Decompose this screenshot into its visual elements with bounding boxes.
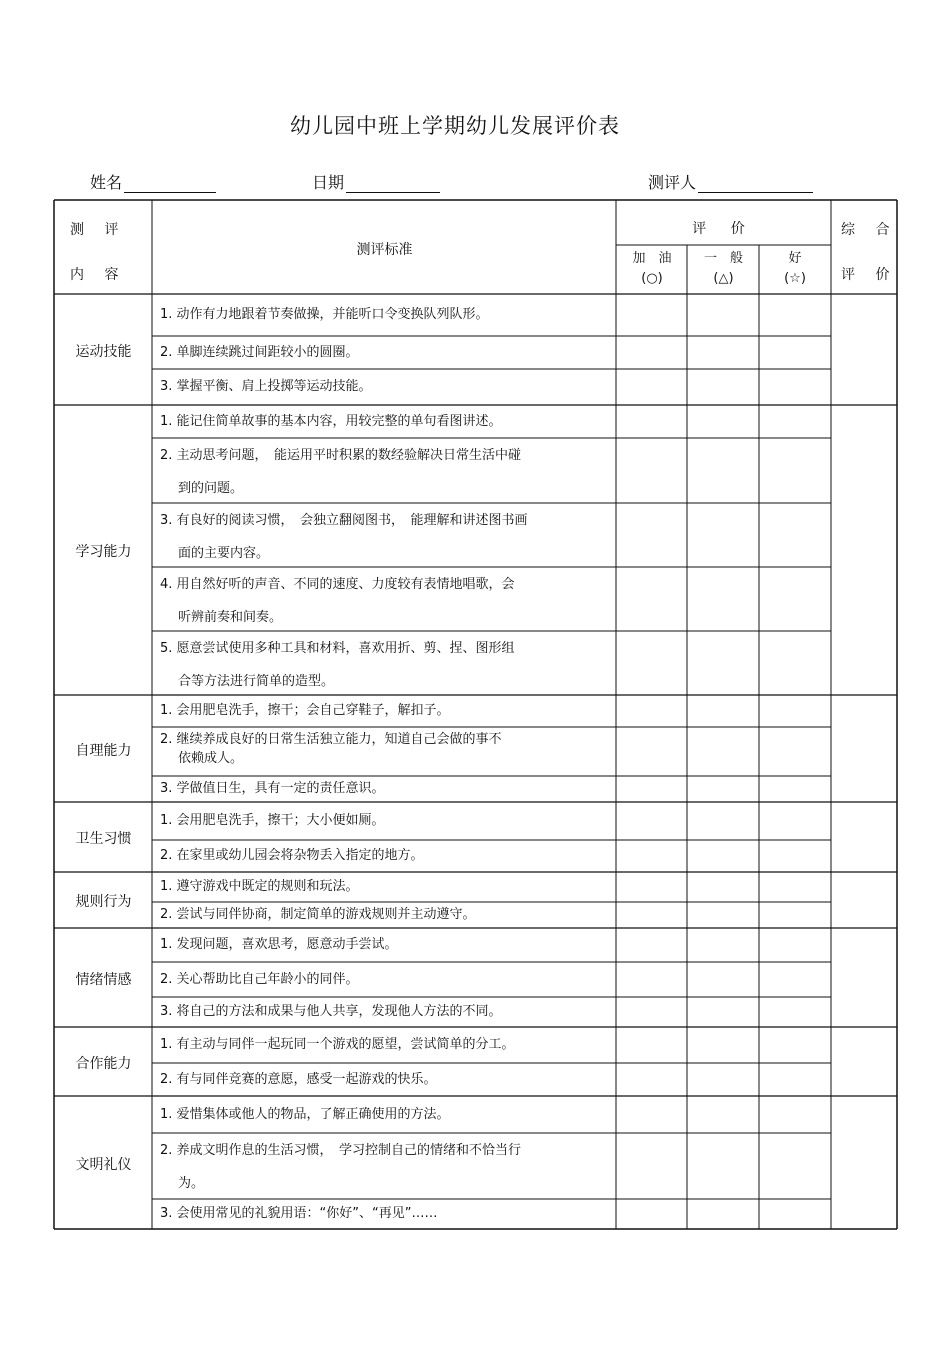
rating-cell-yiban[interactable] [688, 439, 758, 502]
standard-item [160, 972, 359, 987]
standard-item [160, 703, 450, 718]
rating-cell-yiban[interactable] [688, 337, 758, 368]
rating-cell-jiayou[interactable] [617, 295, 686, 335]
standard-item-line1: 3. 学做值日生，具有一定的责任意识。 [160, 781, 385, 796]
rating-cell-jiayou[interactable] [617, 406, 686, 437]
rating-cell-hao[interactable] [760, 370, 830, 404]
standard-item-line1: 1. 会用肥皂洗手，擦干；大小便如厕。 [160, 813, 385, 828]
standard-item [160, 1072, 437, 1087]
standard-item [160, 848, 424, 863]
overall-evaluation-cell[interactable] [832, 696, 896, 801]
rating-cell-yiban[interactable] [688, 1028, 758, 1062]
rating-cell-jiayou[interactable] [617, 841, 686, 871]
rating-cell-yiban[interactable] [688, 1200, 758, 1228]
rating-cell-yiban[interactable] [688, 696, 758, 726]
rating-cell-jiayou[interactable] [617, 568, 686, 630]
rating-cell-hao[interactable] [760, 963, 830, 996]
standard-item [160, 937, 398, 952]
rating-cell-jiayou[interactable] [617, 998, 686, 1026]
category-label: 文明礼仪 [75, 1156, 132, 1173]
rating-cell-hao[interactable] [760, 777, 830, 801]
standard-item [160, 781, 385, 796]
standard-item [160, 1206, 437, 1221]
rating-cell-jiayou[interactable] [617, 337, 686, 368]
standard-item-line1: 1. 会用肥皂洗手，擦干；会自己穿鞋子，解扣子。 [160, 703, 450, 718]
rating-cell-yiban[interactable] [688, 1097, 758, 1132]
standard-item [160, 1143, 521, 1191]
rating-cell-yiban[interactable] [688, 903, 758, 927]
rating-cell-jiayou[interactable] [617, 439, 686, 502]
rating-cell-jiayou[interactable] [617, 929, 686, 961]
rating-cell-hao[interactable] [760, 504, 830, 566]
rating-cell-hao[interactable] [760, 1097, 830, 1132]
category-label: 学习能力 [75, 544, 132, 560]
standard-item-line1: 1. 爱惜集体或他人的物品，了解正确使用的方法。 [160, 1106, 450, 1122]
rating-cell-hao[interactable] [760, 1200, 830, 1228]
standard-item-line1: 1. 能记住简单故事的基本内容，用较完整的单句看图讲述。 [160, 413, 502, 429]
header-eval-a-line2: (○) [641, 271, 663, 286]
rating-cell-yiban[interactable] [688, 370, 758, 404]
standard-item [160, 307, 489, 322]
standard-item-line1: 1. 遵守游戏中既定的规则和玩法。 [160, 879, 359, 894]
standard-item-line1: 2. 有与同伴竞赛的意愿，感受一起游戏的快乐。 [160, 1071, 437, 1087]
header-eval-b-line2: (△) [713, 271, 734, 286]
standard-item-line2: 听辨前奏和间奏。 [178, 610, 283, 625]
rating-cell-hao[interactable] [760, 295, 830, 335]
rating-cell-yiban[interactable] [688, 728, 758, 775]
standard-item-line1: 3. 掌握平衡、肩上投掷等运动技能。 [160, 379, 372, 394]
rating-cell-yiban[interactable] [688, 1134, 758, 1198]
header-content-line2: 内 容 [70, 267, 127, 283]
header-eval-c-line1: 好 [788, 251, 802, 266]
category-label: 运动技能 [75, 343, 132, 360]
rating-cell-yiban[interactable] [688, 777, 758, 801]
category-label: 合作能力 [75, 1055, 132, 1072]
rating-cell-hao[interactable] [760, 1134, 830, 1198]
rating-cell-jiayou[interactable] [617, 803, 686, 839]
standard-item [160, 879, 359, 894]
standard-item-line1: 3. 将自己的方法和成果与他人共享，发现他人方法的不同。 [160, 1004, 502, 1019]
standard-item-line1: 5. 愿意尝试使用多种工具和材料，喜欢用折、剪、捏、图形组 [160, 641, 515, 656]
rating-cell-hao[interactable] [760, 1064, 830, 1095]
standard-item [160, 345, 359, 360]
standard-item [160, 1004, 502, 1019]
standard-item-line1: 2. 养成文明作息的生活习惯， 学习控制自己的情绪和不恰当行 [160, 1143, 522, 1158]
rating-cell-hao[interactable] [760, 841, 830, 871]
standard-item-line1: 3. 会使用常见的礼貌用语：“你好”、“再见”…… [160, 1206, 438, 1221]
standard-item-line1: 4. 用自然好听的声音、不同的速度、力度较有表情地唱歌，会 [160, 577, 515, 592]
rating-cell-yiban[interactable] [688, 406, 758, 437]
standard-item [160, 641, 515, 689]
rating-cell-jiayou[interactable] [617, 1200, 686, 1228]
rating-cell-hao[interactable] [760, 439, 830, 502]
page-title: 幼儿园中班上学期幼儿发展评价表 [290, 114, 620, 138]
rating-cell-yiban[interactable] [688, 803, 758, 839]
standard-item-line2: 面的主要内容。 [178, 546, 270, 561]
standard-item [160, 813, 385, 828]
overall-evaluation-cell[interactable] [832, 929, 896, 1026]
rating-cell-hao[interactable] [760, 903, 830, 927]
standard-item-line1: 2. 在家里或幼儿园会将杂物丢入指定的地方。 [160, 848, 424, 863]
standard-item-line1: 2. 尝试与同伴协商，制定简单的游戏规则并主动遵守。 [160, 907, 476, 922]
standard-item [160, 448, 521, 496]
rating-cell-yiban[interactable] [688, 295, 758, 335]
standard-item-line2: 依赖成人。 [178, 751, 244, 766]
rating-cell-hao[interactable] [760, 803, 830, 839]
header-content-line1: 测 评 [70, 222, 127, 238]
header-overall-line2: 评 价 [841, 267, 898, 283]
rating-cell-jiayou[interactable] [617, 963, 686, 996]
rating-cell-yiban[interactable] [688, 963, 758, 996]
header-eval-a-line1: 加 油 [632, 251, 672, 266]
standard-item-line1: 1. 有主动与同伴一起玩同一个游戏的愿望，尝试简单的分工。 [160, 1037, 515, 1052]
standard-item-line1: 3. 有良好的阅读习惯， 会独立翻阅图书， 能理解和讲述图书画 [160, 513, 528, 528]
rating-cell-yiban[interactable] [688, 841, 758, 871]
rating-cell-hao[interactable] [760, 406, 830, 437]
standard-item-line1: 2. 主动思考问题， 能运用平时积累的数经验解决日常生活中碰 [160, 448, 522, 463]
rating-cell-jiayou[interactable] [617, 903, 686, 927]
category-label: 情绪情感 [75, 971, 132, 988]
rating-cell-yiban[interactable] [688, 568, 758, 630]
rating-cell-hao[interactable] [760, 696, 830, 726]
rating-cell-jiayou[interactable] [617, 632, 686, 694]
rating-cell-hao[interactable] [760, 632, 830, 694]
rating-cell-jiayou[interactable] [617, 1134, 686, 1198]
header-overall-line1: 综 合 [841, 222, 898, 238]
rating-cell-yiban[interactable] [688, 998, 758, 1026]
rating-cell-hao[interactable] [760, 1028, 830, 1062]
standard-item-line1: 2. 关心帮助比自己年龄小的同伴。 [160, 971, 359, 987]
rating-cell-jiayou[interactable] [617, 1028, 686, 1062]
rating-cell-yiban[interactable] [688, 929, 758, 961]
overall-evaluation-cell[interactable] [832, 1028, 896, 1095]
standard-item-line1: 2. 单脚连续跳过间距较小的圆圈。 [160, 344, 359, 360]
rating-cell-yiban[interactable] [688, 873, 758, 901]
category-label: 自理能力 [75, 742, 132, 759]
rating-cell-hao[interactable] [760, 728, 830, 775]
standard-item [160, 907, 476, 922]
category-label: 卫生习惯 [75, 831, 132, 847]
rating-cell-jiayou[interactable] [617, 777, 686, 801]
standard-item [160, 414, 502, 429]
rating-cell-hao[interactable] [760, 929, 830, 961]
standard-item [160, 1037, 515, 1052]
rating-cell-hao[interactable] [760, 873, 830, 901]
standard-item [160, 732, 502, 766]
rating-cell-jiayou[interactable] [617, 696, 686, 726]
header-evaluation: 评 价 [692, 221, 755, 237]
standard-item [160, 577, 515, 625]
rating-cell-jiayou[interactable] [617, 1064, 686, 1095]
rating-cell-jiayou[interactable] [617, 504, 686, 566]
standard-item-line2: 合等方法进行简单的造型。 [178, 674, 335, 689]
rating-cell-hao[interactable] [760, 337, 830, 368]
rating-cell-jiayou[interactable] [617, 873, 686, 901]
rating-cell-yiban[interactable] [688, 504, 758, 566]
standard-item-line1: 1. 动作有力地跟着节奏做操，并能听口令变换队列队形。 [160, 307, 489, 322]
date-label: 日期 [312, 173, 345, 192]
standard-item [160, 513, 528, 561]
rating-cell-yiban[interactable] [688, 632, 758, 694]
overall-evaluation-cell[interactable] [832, 406, 896, 694]
rating-cell-hao[interactable] [760, 568, 830, 630]
standard-item-line1: 2. 继续养成良好的日常生活独立能力，知道自己会做的事不 [160, 732, 502, 747]
rating-cell-jiayou[interactable] [617, 728, 686, 775]
header-eval-c-line2: (☆) [784, 271, 806, 286]
rating-cell-jiayou[interactable] [617, 370, 686, 404]
standard-item-line2: 为。 [178, 1176, 205, 1191]
category-label: 规则行为 [75, 894, 132, 910]
overall-evaluation-cell[interactable] [832, 1097, 896, 1228]
standard-item [160, 379, 372, 394]
overall-evaluation-cell[interactable] [832, 873, 896, 927]
header-standard: 测评标准 [356, 242, 413, 258]
standard-item-line2: 到的问题。 [178, 481, 244, 496]
evaluator-label: 测评人 [648, 173, 697, 192]
rating-cell-jiayou[interactable] [617, 1097, 686, 1132]
overall-evaluation-cell[interactable] [832, 295, 896, 404]
overall-evaluation-cell[interactable] [832, 803, 896, 871]
rating-cell-hao[interactable] [760, 998, 830, 1026]
rating-cell-yiban[interactable] [688, 1064, 758, 1095]
header-eval-b-line1: 一 般 [703, 251, 743, 266]
standard-item [160, 1107, 450, 1122]
name-label: 姓名 [90, 173, 123, 192]
standard-item-line1: 1. 发现问题，喜欢思考，愿意动手尝试。 [160, 937, 398, 952]
